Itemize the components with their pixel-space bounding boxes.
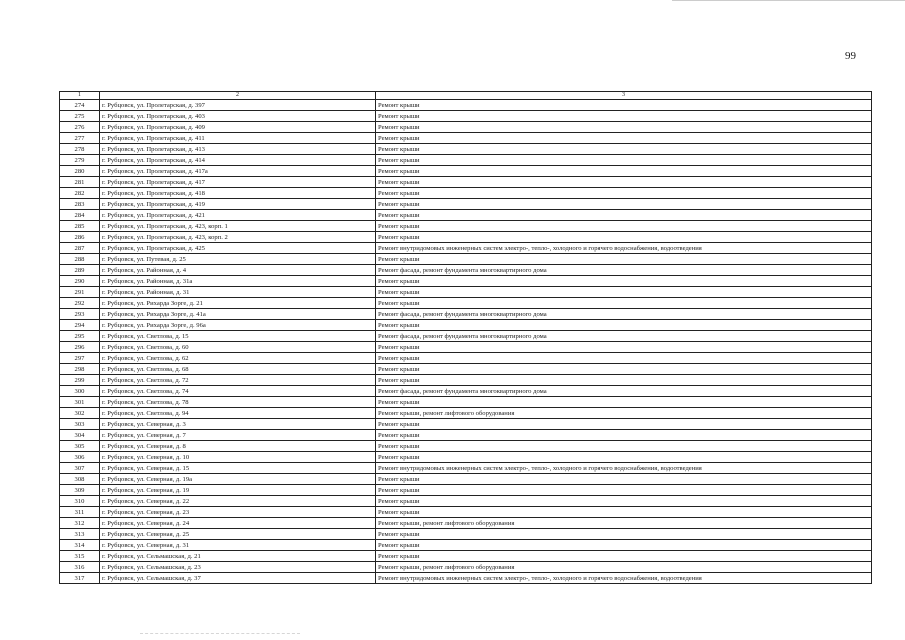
table-row bbox=[60, 298, 872, 309]
table-row bbox=[60, 276, 872, 287]
work-type-cell: Ремонт крыши bbox=[376, 298, 872, 309]
scan-bottom-mark bbox=[140, 633, 300, 638]
table-row bbox=[60, 144, 872, 155]
work-type-cell: Ремонт крыши bbox=[376, 188, 872, 199]
table-row bbox=[60, 221, 872, 232]
row-number-cell: 274 bbox=[60, 100, 100, 111]
work-type-cell: Ремонт крыши bbox=[376, 430, 872, 441]
address-cell: г. Рубцовск, ул. Пролетарская, д. 423, корп. 1 bbox=[100, 221, 376, 232]
table-row bbox=[60, 155, 872, 166]
column-header-address: 2 bbox=[100, 92, 376, 100]
address-cell: г. Рубцовск, ул. Пролетарская, д. 423, корп. 2 bbox=[100, 232, 376, 243]
address-cell: г. Рубцовск, ул. Северная, д. 25 bbox=[100, 529, 376, 540]
row-number-cell: 284 bbox=[60, 210, 100, 221]
row-number-cell: 287 bbox=[60, 243, 100, 254]
work-type-cell: Ремонт крыши bbox=[376, 111, 872, 122]
row-number-cell: 301 bbox=[60, 397, 100, 408]
row-number-cell: 291 bbox=[60, 287, 100, 298]
table-row bbox=[60, 133, 872, 144]
work-type-cell: Ремонт крыши bbox=[376, 551, 872, 562]
table-row bbox=[60, 353, 872, 364]
address-cell: г. Рубцовск, ул. Светлова, д. 78 bbox=[100, 397, 376, 408]
work-type-cell: Ремонт внутридомовых инженерных систем электро-, тепло-, холодного и горячего водоснабжения, водоотведения bbox=[376, 243, 872, 254]
table-row bbox=[60, 188, 872, 199]
address-cell: г. Рубцовск, ул. Пролетарская, д. 425 bbox=[100, 243, 376, 254]
row-number-cell: 278 bbox=[60, 144, 100, 155]
row-number-cell: 309 bbox=[60, 485, 100, 496]
row-number-cell: 312 bbox=[60, 518, 100, 529]
table-row bbox=[60, 441, 872, 452]
work-type-cell: Ремонт крыши bbox=[376, 540, 872, 551]
page-number: 99 bbox=[845, 50, 856, 62]
table-row bbox=[60, 496, 872, 507]
address-cell: г. Рубцовск, ул. Рихарда Зорге, д. 21 bbox=[100, 298, 376, 309]
address-cell: г. Рубцовск, ул. Светлова, д. 74 bbox=[100, 386, 376, 397]
table-row bbox=[60, 199, 872, 210]
table-row bbox=[60, 122, 872, 133]
address-cell: г. Рубцовск, ул. Северная, д. 3 bbox=[100, 419, 376, 430]
work-type-cell: Ремонт крыши, ремонт лифтового оборудования bbox=[376, 562, 872, 573]
row-number-cell: 306 bbox=[60, 452, 100, 463]
row-number-cell: 290 bbox=[60, 276, 100, 287]
address-cell: г. Рубцовск, ул. Северная, д. 19а bbox=[100, 474, 376, 485]
table-row bbox=[60, 320, 872, 331]
address-cell: г. Рубцовск, ул. Путевая, д. 25 bbox=[100, 254, 376, 265]
row-number-cell: 297 bbox=[60, 353, 100, 364]
table-row bbox=[60, 397, 872, 408]
work-type-cell: Ремонт крыши bbox=[376, 507, 872, 518]
address-cell: г. Рубцовск, ул. Рихарда Зорге, д. 41а bbox=[100, 309, 376, 320]
address-cell: г. Рубцовск, ул. Рихарда Зорге, д. 96а bbox=[100, 320, 376, 331]
work-type-cell: Ремонт крыши bbox=[376, 210, 872, 221]
row-number-cell: 293 bbox=[60, 309, 100, 320]
address-cell: г. Рубцовск, ул. Сельмашская, д. 37 bbox=[100, 573, 376, 584]
table-row bbox=[60, 177, 872, 188]
work-type-cell: Ремонт крыши bbox=[376, 375, 872, 386]
work-type-cell: Ремонт крыши, ремонт лифтового оборудования bbox=[376, 518, 872, 529]
table-row bbox=[60, 562, 872, 573]
table-row bbox=[60, 254, 872, 265]
work-type-cell: Ремонт внутридомовых инженерных систем электро-, тепло-, холодного и горячего водоснабжения, водоотведения bbox=[376, 463, 872, 474]
work-type-cell: Ремонт фасада, ремонт фундамента многоквартирного дома bbox=[376, 309, 872, 320]
row-number-cell: 295 bbox=[60, 331, 100, 342]
row-number-cell: 292 bbox=[60, 298, 100, 309]
work-type-cell: Ремонт крыши bbox=[376, 166, 872, 177]
row-number-cell: 316 bbox=[60, 562, 100, 573]
column-header-work-type: 3 bbox=[376, 92, 872, 100]
row-number-cell: 314 bbox=[60, 540, 100, 551]
table-row bbox=[60, 430, 872, 441]
work-type-cell: Ремонт крыши bbox=[376, 342, 872, 353]
row-number-cell: 296 bbox=[60, 342, 100, 353]
row-number-cell: 275 bbox=[60, 111, 100, 122]
table-row bbox=[60, 485, 872, 496]
work-type-cell: Ремонт крыши bbox=[376, 397, 872, 408]
table-row bbox=[60, 265, 872, 276]
row-number-cell: 310 bbox=[60, 496, 100, 507]
address-cell: г. Рубцовск, ул. Пролетарская, д. 414 bbox=[100, 155, 376, 166]
work-type-cell: Ремонт крыши bbox=[376, 155, 872, 166]
table-row bbox=[60, 210, 872, 221]
row-number-cell: 303 bbox=[60, 419, 100, 430]
table-row bbox=[60, 529, 872, 540]
address-cell: г. Рубцовск, ул. Пролетарская, д. 403 bbox=[100, 111, 376, 122]
table-row bbox=[60, 243, 872, 254]
row-number-cell: 317 bbox=[60, 573, 100, 584]
table-row bbox=[60, 232, 872, 243]
table-row bbox=[60, 551, 872, 562]
row-number-cell: 313 bbox=[60, 529, 100, 540]
row-number-cell: 281 bbox=[60, 177, 100, 188]
row-number-cell: 307 bbox=[60, 463, 100, 474]
address-cell: г. Рубцовск, ул. Северная, д. 7 bbox=[100, 430, 376, 441]
table-row bbox=[60, 364, 872, 375]
table-row bbox=[60, 309, 872, 320]
address-cell: г. Рубцовск, ул. Пролетарская, д. 417 bbox=[100, 177, 376, 188]
row-number-cell: 277 bbox=[60, 133, 100, 144]
table-row bbox=[60, 100, 872, 111]
work-type-cell: Ремонт крыши bbox=[376, 122, 872, 133]
address-cell: г. Рубцовск, ул. Пролетарская, д. 409 bbox=[100, 122, 376, 133]
work-type-cell: Ремонт крыши bbox=[376, 452, 872, 463]
work-type-cell: Ремонт крыши bbox=[376, 199, 872, 210]
address-cell: г. Рубцовск, ул. Северная, д. 23 bbox=[100, 507, 376, 518]
row-number-cell: 279 bbox=[60, 155, 100, 166]
table-row bbox=[60, 331, 872, 342]
table-row bbox=[60, 287, 872, 298]
repair-registry-table bbox=[59, 91, 872, 584]
work-type-cell: Ремонт крыши bbox=[376, 232, 872, 243]
table-row bbox=[60, 408, 872, 419]
address-cell: г. Рубцовск, ул. Пролетарская, д. 413 bbox=[100, 144, 376, 155]
address-cell: г. Рубцовск, ул. Светлова, д. 60 bbox=[100, 342, 376, 353]
address-cell: г. Рубцовск, ул. Светлова, д. 94 bbox=[100, 408, 376, 419]
address-cell: г. Рубцовск, ул. Светлова, д. 68 bbox=[100, 364, 376, 375]
row-number-cell: 311 bbox=[60, 507, 100, 518]
table-row bbox=[60, 111, 872, 122]
work-type-cell: Ремонт крыши bbox=[376, 177, 872, 188]
row-number-cell: 276 bbox=[60, 122, 100, 133]
row-number-cell: 285 bbox=[60, 221, 100, 232]
address-cell: г. Рубцовск, ул. Северная, д. 10 bbox=[100, 452, 376, 463]
address-cell: г. Рубцовск, ул. Пролетарская, д. 419 bbox=[100, 199, 376, 210]
work-type-cell: Ремонт крыши bbox=[376, 419, 872, 430]
table-row bbox=[60, 474, 872, 485]
row-number-cell: 299 bbox=[60, 375, 100, 386]
row-number-cell: 300 bbox=[60, 386, 100, 397]
work-type-cell: Ремонт крыши bbox=[376, 276, 872, 287]
address-cell: г. Рубцовск, ул. Северная, д. 19 bbox=[100, 485, 376, 496]
address-cell: г. Рубцовск, ул. Сельмашская, д. 21 bbox=[100, 551, 376, 562]
address-cell: г. Рубцовск, ул. Сельмашская, д. 23 bbox=[100, 562, 376, 573]
row-number-cell: 288 bbox=[60, 254, 100, 265]
work-type-cell: Ремонт крыши, ремонт лифтового оборудования bbox=[376, 408, 872, 419]
table-row bbox=[60, 507, 872, 518]
work-type-cell: Ремонт крыши bbox=[376, 144, 872, 155]
address-cell: г. Рубцовск, ул. Пролетарская, д. 418 bbox=[100, 188, 376, 199]
row-number-cell: 289 bbox=[60, 265, 100, 276]
table-header-row bbox=[60, 92, 872, 100]
address-cell: г. Рубцовск, ул. Северная, д. 24 bbox=[100, 518, 376, 529]
address-cell: г. Рубцовск, ул. Северная, д. 15 bbox=[100, 463, 376, 474]
work-type-cell: Ремонт крыши bbox=[376, 496, 872, 507]
address-cell: г. Рубцовск, ул. Светлова, д. 62 bbox=[100, 353, 376, 364]
row-number-cell: 283 bbox=[60, 199, 100, 210]
table-body bbox=[60, 100, 872, 584]
table-row bbox=[60, 463, 872, 474]
work-type-cell: Ремонт крыши bbox=[376, 254, 872, 265]
row-number-cell: 298 bbox=[60, 364, 100, 375]
work-type-cell: Ремонт крыши bbox=[376, 320, 872, 331]
address-cell: г. Рубцовск, ул. Районная, д. 4 bbox=[100, 265, 376, 276]
row-number-cell: 280 bbox=[60, 166, 100, 177]
work-type-cell: Ремонт крыши bbox=[376, 364, 872, 375]
table-row bbox=[60, 540, 872, 551]
work-type-cell: Ремонт крыши bbox=[376, 485, 872, 496]
table-row bbox=[60, 386, 872, 397]
work-type-cell: Ремонт внутридомовых инженерных систем электро-, тепло-, холодного и горячего водоснабжения, водоотведения bbox=[376, 573, 872, 584]
work-type-cell: Ремонт крыши bbox=[376, 287, 872, 298]
row-number-cell: 315 bbox=[60, 551, 100, 562]
row-number-cell: 282 bbox=[60, 188, 100, 199]
address-cell: г. Рубцовск, ул. Пролетарская, д. 397 bbox=[100, 100, 376, 111]
work-type-cell: Ремонт крыши bbox=[376, 529, 872, 540]
work-type-cell: Ремонт фасада, ремонт фундамента многоквартирного дома bbox=[376, 265, 872, 276]
column-header-number: 1 bbox=[60, 92, 100, 100]
table-row bbox=[60, 166, 872, 177]
table-row bbox=[60, 452, 872, 463]
table-row bbox=[60, 342, 872, 353]
address-cell: г. Рубцовск, ул. Северная, д. 22 bbox=[100, 496, 376, 507]
scan-edge-mark bbox=[672, 0, 905, 4]
row-number-cell: 302 bbox=[60, 408, 100, 419]
work-type-cell: Ремонт крыши bbox=[376, 133, 872, 144]
address-cell: г. Рубцовск, ул. Пролетарская, д. 417а bbox=[100, 166, 376, 177]
row-number-cell: 305 bbox=[60, 441, 100, 452]
row-number-cell: 304 bbox=[60, 430, 100, 441]
table-row bbox=[60, 375, 872, 386]
address-cell: г. Рубцовск, ул. Светлова, д. 15 bbox=[100, 331, 376, 342]
address-cell: г. Рубцовск, ул. Северная, д. 8 bbox=[100, 441, 376, 452]
work-type-cell: Ремонт крыши bbox=[376, 221, 872, 232]
address-cell: г. Рубцовск, ул. Пролетарская, д. 411 bbox=[100, 133, 376, 144]
address-cell: г. Рубцовск, ул. Районная, д. 31а bbox=[100, 276, 376, 287]
address-cell: г. Рубцовск, ул. Районная, д. 31 bbox=[100, 287, 376, 298]
address-cell: г. Рубцовск, ул. Северная, д. 31 bbox=[100, 540, 376, 551]
address-cell: г. Рубцовск, ул. Пролетарская, д. 421 bbox=[100, 210, 376, 221]
address-cell: г. Рубцовск, ул. Светлова, д. 72 bbox=[100, 375, 376, 386]
row-number-cell: 286 bbox=[60, 232, 100, 243]
work-type-cell: Ремонт фасада, ремонт фундамента многоквартирного дома bbox=[376, 386, 872, 397]
table-row bbox=[60, 573, 872, 584]
row-number-cell: 294 bbox=[60, 320, 100, 331]
table-row bbox=[60, 419, 872, 430]
work-type-cell: Ремонт крыши bbox=[376, 100, 872, 111]
work-type-cell: Ремонт крыши bbox=[376, 441, 872, 452]
work-type-cell: Ремонт крыши bbox=[376, 353, 872, 364]
table-row bbox=[60, 518, 872, 529]
work-type-cell: Ремонт фасада, ремонт фундамента многоквартирного дома bbox=[376, 331, 872, 342]
row-number-cell: 308 bbox=[60, 474, 100, 485]
work-type-cell: Ремонт крыши bbox=[376, 474, 872, 485]
